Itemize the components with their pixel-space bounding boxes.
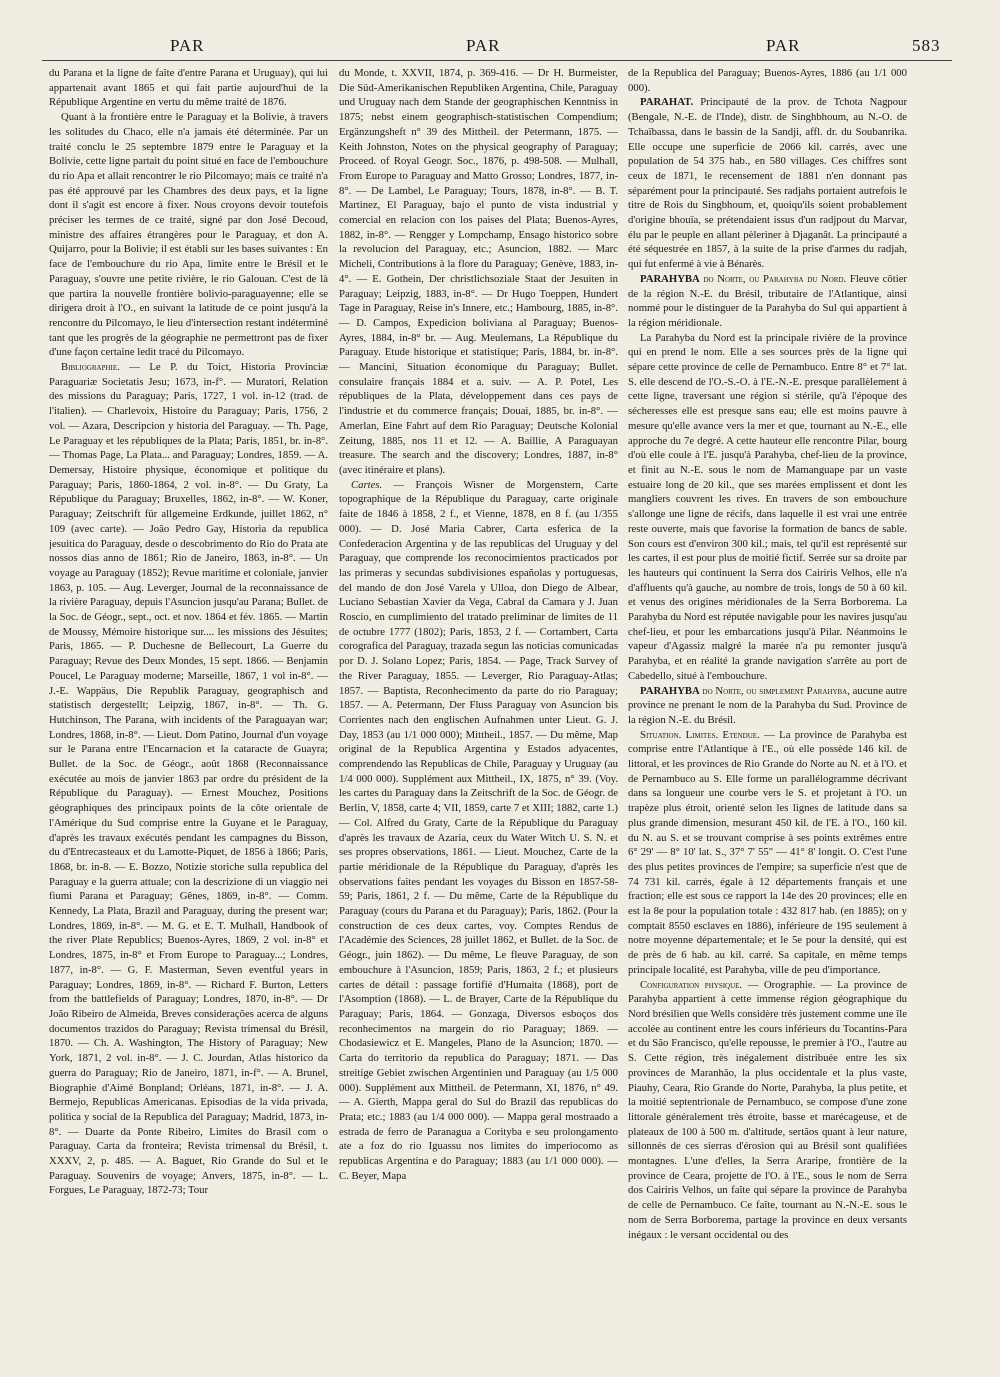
page-number: 583	[912, 36, 941, 55]
entry-parahyba-province	[628, 684, 907, 728]
paragraph: Quant à la frontière entre le Paraguay et la Bolivie, à travers les solitudes du Chaco, elle n'a jamais été déterminée. Par un traité conclu le 25 septembre 1879 entre le Paraguay et la Bolivie, cette ligne partait du point situé en face de l'embouchure du rio Apa et allait rencontrer le rio Pilcomayo; mais ce traité n'a pas été approuvé par les Chambres des deux pays, et la ligne dont il s'agit est encore à fixer. Nous croyons devoir toutefois préciser les termes de ce traité, signé par don José Decoud, ministre des affaires étrangères pour le Paraguay, et don A. Quijarro, pour la Bolivie; il est établi sur les bases suivantes : En face de l'embouchure du rio Apa, limite entre le Brésil et le Paraguay, s'ouvre une petite rivière, le rio Galouan. C'est de là que partira la nouvelle frontière bolivio-paraguayenne; elle se dirigera droit à l'O., en suivant la latitude de ce point jusqu'à la rencontre du Pilcomayo, le lieu d'intersection restant indéterminé tant que les progrès de la géographie ne permettront pas de fixer d'une façon certaine ledit tracé du Pilcomayo.	[49, 111, 328, 359]
header-rule	[42, 60, 952, 61]
entry-subhead: do Norte, ou simplement Parahyba,	[702, 684, 850, 697]
configuration-paragraph	[628, 978, 907, 1243]
entry-text: Principauté de la prov. de Tchota Nagpour (Bengale, N.-E. de l'Inde), distr. de Singhbhoum, au N.-O. de Tchaïbassa, dans le bassin de la Sandji, affl. dr. du Soubanrika. Elle occupe une superficie de 2066 kil. carrés, avec une population de 54 375 hab., en 580 villages. Ces chiffres sont ceux de 1871, le recensement de 1881 n'en donnant pas séparément pour la principauté. Ses radjahs portaient autrefois le titre de Rois du Singbhoum, et, quoiqu'ils soient probablement d'origine bhouïa, se prétendaient issus d'un radjpout du Marvar, élu par le peuple en allant pèleriner à Djaganât. La principauté a été séquestrée en 1857, à la suite de la prise d'armes du radjah, qui fut enfermé à vie à Bénarès.	[628, 96, 907, 271]
running-head-center: PAR	[466, 36, 501, 55]
column-3	[628, 66, 907, 1356]
paragraph: du Monde, t. XXVII, 1874, p. 369-416. — Dr H. Burmeister, Die Süd-Amerikanischen Republiken Argentina, Chile, Paraguay und Uruguay nach dem Stande der geographischen Kenntniss in 1875; nebst einem geographisch-statistischen Compendium; Ergänzungsheft n° 39 des Mittheil. der Petermann, 1875. — Keith Johnston, Notes on the physical geography of Paraguay; Proceed. of Royal Geogr. Soc., 1876, p. 498-508. — Mulhall, From Europe to Paraguay and Matto Grosso; Londres, 1877, in-8°. — De Lambel, Le Paraguay; Tours, 1878, in-8°. — B. T. Martinez, El Paraguay, bajo el punto de vista industrial y comercial en relacion con los paises del Plata; Buenos-Ayres, 1882, in-8°. — Rengger y Lompchamp, Ensago historico sobre la revolucion del Paraguay, etc.; Asuncion, 1882. — Marc Micheli, Contributions à la flore du Paraguay; Genève, 1883, in-4°. — E. Gothein, Der christlichsoziale Staat der Jesuiten in Paraguay; Leipzig, 1883, in-8°. — Dr Hugo Toeppen, Hundert Tage in Paraguay, Reise in's Innere, etc.; Hambourg, 1885, in-8°. — D. Campos, Expedicion boliviana al Paraguay; Buenos-Ayres, 1884, in-8° br. — Aug. Meulemans, La République du Paraguay. Etude historique et statistique; Paris, 1884, br. in-8°. — Mancini, Situation économique du Paraguay; Bullet. consulaire français 1884 et a. suiv. — A. P. Potel, Les républiques de la Plata, développement dans ces pays de l'industrie et du commerce français; Douai, 1885, br. in-8°. — Amerlan, Eine Fahrt auf dem Rio Paraguay; Deutsche Kolonial Zeitung, 1885, nos 11 et 12. — A. Baillie, A Paraguayan treasure. The search and the discovery; Londres, 1887, in-8° (avec itinéraire et plans).	[339, 67, 618, 476]
section-label: Situation. Limites. Etendue.	[640, 728, 760, 741]
bibliography-paragraph	[49, 360, 328, 1198]
entry-parahyba-river	[628, 272, 907, 331]
configuration-text: — Orographie. — La province de Parahyba appartient à cette immense région géographique du Nord brésilien que Wells considère très justement comme une île accolée au continent entre les cours inférieurs du Tocantins-Para et du São Francisco, qu'elle repousse, le premier à l'O., l'autre au S. Cette région, très inégalement distribuée entre les six provinces de Maranhão, la plus occidentale et la plus vaste, Piauhy, Ceara, Rio Grande do Norte, Parahyba, la plus petite, et la moitié septentrionale de Pernambuco, se compose d'une zone littorale généralement très étroite, basse et marécageuse, et de plateaux de 100 à 500 m. d'altitude, sertãos quant à leur nature, sillonnés de ces sierras d'érosion qui au Brésil sont qualifiées montagnes. L'une d'elles, la Serra Araripe, frontière de la province de Ceara, projette de l'O. à l'E., sous le nom de Serra dos Cairiris Velhos, un faîte qui sépare la province de Parahyba de celle de Pernambuco. Ce faîte, tournant au N.-N.-E. sous le nom de Serra Borborema, partage la province en deux versants inégaux : le versant occidental ou des	[628, 978, 907, 1241]
bibliography-text: — Le P. du Toict, Historia Provinciæ Paraguariæ Societatis Jesu; 1673, in-f°. — Muratori, Relation des missions du Paraguay; Paris, 1727, 1 vol. in-12 (trad. de l'italien). — Charlevoix, Histoire du Paraguay; Paris, 1756, 2 vol. — Azara, Descripcion y historia del Paraguay. — Th. Page, Le Paraguay et les républiques de la Plata; Paris, 1851, br. in-8°. — Thomas Page, La Plata... and Paraguay; Londres, 1859. — A. Demersay, Histoire physique, économique et politique du Paraguay; Paris, 1860-1864, 2 vol. in-8°. — Du Graty, La République du Paraguay; Bruxelles, 1862, in-8°. — W. Koner, Paraguay; Zeitschrift für allgemeine Erdkunde, juillet 1862, n° 109 (avec carte). — João Pedro Gay, Historia da republica jesuitica do Paraguay, desde o descobrimento do Rio do Prata ate nossos dias anno de 1861; Rio de Janeiro, 1863, in-8°. — Un voyage au Paraguay (1852); Revue maritime et coloniale, janvier 1863, p. 105. — Aug. Leverger, Journal de la reconnaissance de la rivière Paraguay, depuis l'Asuncion jusqu'au Parana; Bullet. de la Soc. de Géogr., sept., oct. et nov. 1864 et fév. 1865. — Martin de Moussy, Mémoire historique sur.... les missions des Jésuites; Paris, 1865. — P. Duchesne de Bellecourt, La Guerre du Paraguay; Revue des Deux Mondes, 15 sept. 1866. — Benjamin Poucel, Le Paraguay moderne; Marseille, 1867, 1 vol in-8°. — J.-E. Wappäus, Die Republik Paraguay, geographisch and statistisch dergestellt; Leipzig, 1867, in-8°. — Th. G. Hutchinson, The Parana, with incidents of the Paraguayan war; Londres, 1868, in-8°. — Lieut. Dom Patino, Journal d'un voyage sur le Parana entre l'Encarnacion et la cataracte de Guayra; Bullet. de la Soc. de Géogr., août 1868 (Reconnaissance exécutée au mois de janvier 1863 par ordre du président de la République du Paraguay). — Ernest Mouchez, Positions géographiques des principaux points de la côte orientale de l'Amérique du Sud comprise entre la Guyane et le Paraguay, d'après les travaux exécutés pendant les campagnes du Bisson, du d'Entrecasteaux et du Lamotte-Piquet, de 1856 à 1866; Paris, 1868, br. in-8. — E. Bozzo, Notizie storiche sulla republica del Paraguay e la guerra attuale; con la descrizione di un viaggio nei fiumi Parana et Paraguay; Gênes, 1869, in-8°. — Comm. Kennedy, La Plata, Brazil and Paraguay, during the present war; Londres, 1869, in-8°. — M. G. et E. T. Mulhall, Handbook of the river Plate Republics; Buenos-Ayres, 1869, 2 vol. in-8° et Londres, 1875, in-8° et From Europe to Paraguay...; Londres, 1877, in-8°. — G. F. Masterman, Seven eventful years in Paraguay; Londres, 1869, in-8°. — Richard F. Burton, Letters from the battlefields of Paraguay; Londres, 1870, in-8°. — Dr João Ribeiro de Almeida, Breves considerações acerca de alguns documentos trazidos do Paraguay; Revista trimensal du Brésil, 1870. — Ch. A. Washington, The History of Paraguay; New York, 1871, 2 vol. in-8°. — J. C. Jourdan, Atlas historico da guerra do Paraguay; Rio de Janeiro, 1871, in-f°. — A. Brunel, Biographie d'Aimé Bonpland; Orléans, 1871, in-8°. — J. A. Bermejo, Republicas Americanas. Episodias de la vida privada, politica y social de la Republica del Paraguay; Madrid, 1873, in-8°. — Duarte da Ponte Ribeiro, Limites do Brasil com o Paraguay. Carta da fronteira; Revista trimensal du Brésil, t. XXXV, 2, p. 485. — A. Baguet, Rio Grande do Sul et le Paraguay. Souvenirs de voyage; Anvers, 1875, in-8°. — L. Forgues, Le Paraguay, 1872-73; Tour	[49, 361, 328, 1197]
entry-subhead: do Norte, ou Parahyba du Nord.	[703, 272, 847, 285]
section-label: Bibliographie.	[61, 361, 120, 374]
maps-text: — François Wisner de Morgenstern, Carte topographique de la République du Paraguay, carte originale faite de 1846 à 1858, 2 f., et Vienne, 1878, en 8 f. (au 1/355 000). — D. José Maria Cabrer, Carta esferica de la Confederacion Argentina y de las republicas del Uruguay y del Paraguay, que comprende los reconocimientos practicados por las primeras y secundas subdivisiones españolas y portuguesas, del mando de don José Varela y Ulloa, don Diego de Albear, Luciano Sebastian Xavier da Vega, Cabral da Camara y J. Juan Roscio, en cumplimiento del tratado preliminar de limites de 11 de octubre 1777 (1802); Paris, 1853, 2 f. — Cortambert, Carta corografica del Paraguay, trazada segun las noticias comunicadas por D. J. Solano Lopez; Paris, 1854. — Page, Track Survey of the River Paraguay, 1855. — Leverger, Rio Paraguay-Atlas; 1857. — Baptista, Reconhecimento da parte do rio Paraguay; 1857. — A. Petermann, Der Fluss Paraguay von Asuncion bis Corrientes nach den englischen Aufnahmen unter Lieut. G. J. Day, 1853 (au 1/1 000 000); Mittheil., 1857. — Du même, Map original de la Republica Argentina y Estados adyacentes, comprendendo las Republicas de Chile, Paraguay y Uruguay (au 1/4 000 000). Supplément aux Mittheil., IX, 1875, n° 39. (Voy. les cartes du Paraguay dans la Zeitschrift de la Soc. de Géogr. de Berlin, V, 1858, carte 4; VII, 1859, carte 7 et XIII; 1882, carte 1.) — Col. Alfred du Graty, Carte de la République du Paraguay d'après les travaux de Azaria, ceux du Water Witch U. S. N. et ses propres observations, 1861. — Lieut. Mouchez, Carte de la partie méridionale de la République du Paraguay, d'après les observations faites pendant les voyages du Bisson en 1857-58-59; Paris, 1861, 2 f. — Du même, Carte de la République du Paraguay (cours du Parana et du Paraguay); Paris, 1862. (Pour la construction de ces deux cartes, voy. Comptes Rendus de l'Académie des Sciences, 28 juillet 1862, et Bullet. de la Soc. de Géogr., juin 1862). — Du même, Le fleuve Paraguay, de son embouchure à l'Asuncion, 1859; Paris, 1863, 2 f.; et plusieurs cartes de détail : passage fortifié d'Humaita (1868), port de l'Asomption (1868). — L. de Brayer, Carte de la République du Paraguay; Paris, 1864. — Gonzaga, Diversos esboços dos reconhecimentos na margein do rio Paraguay; 1869. — Chodasiewicz et E. Mangeles, Plano de la Asuncion; 1870. — Carta do territorio da republica do Paraguay; 1871. — Das streitige Gebiet zwischen Argentinien und Paraguay (au 1/5 000 000). Supplément aux Mittheil. de Petermann, XI, 1876, n° 49. — A. Gierth, Mappa geral do Sul do Brazil das republicas do Prata; etc.; 1883 (au 1/4 000 000). — Mappa geral mostraado a estrada de ferro de Paranagua a Corityba e seu prolongamento ate a foz do rio Iguassu nos limites do imperiocomo as republicas Argentina e do Paraguay; 1883 (au 1/1 000 000). — C. Beyer, Mapa	[339, 478, 618, 1182]
column-2	[339, 66, 618, 1356]
running-head-left: PAR	[170, 36, 205, 55]
running-head-right: PAR	[766, 36, 801, 55]
situation-paragraph	[628, 728, 907, 978]
entry-headword: PARAHYBA	[640, 272, 700, 285]
entry-headword: PARAHYBA	[640, 684, 700, 697]
entry-headword: PARAHAT.	[640, 96, 694, 109]
maps-paragraph	[339, 478, 618, 1184]
entry-text: aucune autre province ne prenant le nom de la Parahyba du Sud. Province de la région N.-E. du Brésil.	[628, 684, 907, 726]
section-label: Configuration physique.	[640, 978, 743, 991]
column-1	[49, 66, 328, 1356]
entry-parahat	[628, 95, 907, 271]
paragraph: de la Republica del Paraguay; Buenos-Ayres, 1886 (au 1/1 000 000).	[628, 67, 907, 94]
situation-text: — La province de Parahyba est comprise entre l'Atlantique à l'E., où elle possède 146 kil. de littoral, et les provinces de Rio Grande do Norte au N. et à l'O. et de Pernambuco au S. Elle forme un parallélogramme décrivant dans sa longueur une courbe vers le S. et projetant à l'O. un trapèze plus étroit, orienté selon les lignes de latitude dans sa plus grande dimension, mesurant 450 kil. de l'E. à l'O., 160 kil. du N. au S. et se trouvant comprise à ses points extrêmes entre 6° 29' — 8° 10' lat. S., 37° 7' 55" — 41° 8' longit. O. C'est l'une des plus petites provinces de l'empire; sa superficie n'est que de 74 731 kil. carrés, égale à 12 départements français et une fraction; elle est sous ce rapport la 14e des 20 provinces; elle en est la 8e pour la population totale : 432 817 hab. (en 1885); on y comptait 8550 esclaves en 1886), inférieure de 195 seulement à notre moyenne départementale; et le 5e pour la densité, qui est de près de 6 hab. au kil. carré. Sa capitale, en même temps principale localité, est Parahyba, ville de peu d'importance.	[628, 728, 907, 976]
paragraph: La Parahyba du Nord est la principale rivière de la province qui en prend le nom. Elle a ses sources près de la ligne qui sépare cette province de celle de Pernambuco. Entre 8° et 7° lat. S. elle descend de l'O.-S.-O. à l'E.-N.-E. presque parallèlement à cette ligne, traversant une région si stérile, qu'à l'époque des sécheresses elle est presque sans eau; elle est moins pauvre à mesure qu'elle avance vers la mer et que, tournant au N.-E., elle approche du 7e degré. A cette hauteur elle rencontre Pilar, bourg d'où elle coule à l'E. jusqu'à Parahyba, chef-lieu de la province, et finit au N.-E. sous le nom de Mamanguape par un vaste estuaire long de 20 kil., que ses marées emplissent et dont les mangliers couvrent les rives. En travers de son embouchure s'allonge une ligne de récifs, dans laquelle il est vrai une entrée reste ouverte, mais que favorise la formation de bancs de sable. Son cours est d'environ 300 kil.; mais, tel qu'il est représenté sur les cartes, il est pour plus de moitié fictif. Serrée sur sa droite par les hauteurs qui continuent la Serra dos Cairiris Velhos, elle n'a d'affluents qu'à gauche, au nombre de trois, longs de 50 à 60 kil. et venus des origines méridionales de la Serra Borborema. La Parahyba du Nord est réputée navigable pour les navires jusqu'au chef-lieu, et pour les embarcations jusqu'à Pilar. Néanmoins le vapeur d'Agassiz malgré la marée n'a pu remonter jusqu'à Parahyba, et en réalité la grande navigation s'arrête au port de Cabedello, situé à l'embouchure.	[628, 331, 907, 682]
entry-text: Fleuve côtier de la région N.-E. du Brésil, tributaire de l'Atlantique, ainsi nommé pour le distinguer de la Parahyba do Sul qui appartient à la région méridionale.	[628, 272, 907, 329]
section-label: Cartes.	[351, 478, 383, 491]
paragraph: du Parana et la ligne de faîte d'entre Parana et Uruguay), qui lui appartenait avant 1865 et qui fait partie aujourd'hui de la République Argentine en vertu du même traité de 1876.	[49, 67, 328, 109]
